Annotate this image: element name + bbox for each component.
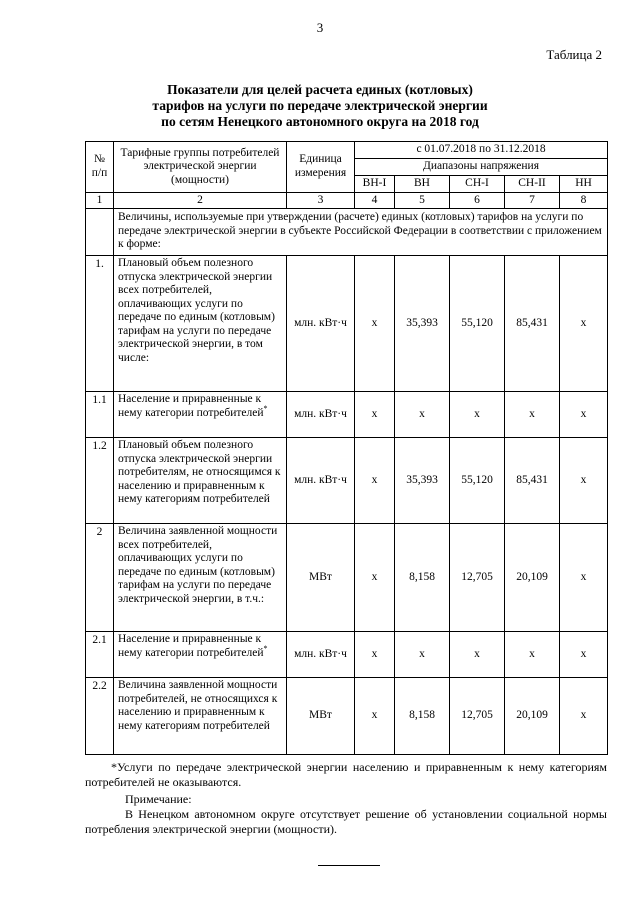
row-name: Величина заявленной мощности всех потребителей, оплачивающих услуги по передаче по единым (котловым) тарифам на услуги по передаче электрической энергии, в т.ч.: xyxy=(114,524,287,632)
table-row xyxy=(86,524,608,632)
page-number: 3 xyxy=(316,20,324,35)
column-number: 7 xyxy=(505,192,560,209)
row-unit: млн. кВт·ч xyxy=(287,438,355,524)
column-number: 1 xyxy=(86,192,114,209)
row-value: х xyxy=(355,524,395,632)
row-name: Население и приравненные к нему категории потребителей xyxy=(118,633,264,659)
row-value: х xyxy=(560,392,608,438)
row-value: 85,431 xyxy=(505,256,560,392)
row-name-cell xyxy=(114,392,287,438)
header-ranges: Диапазоны напряжения xyxy=(355,159,608,176)
column-number: 4 xyxy=(355,192,395,209)
table-row xyxy=(86,632,608,678)
table-row xyxy=(86,438,608,524)
header-group: Тарифные группы потребителей электрической энергии (мощности) xyxy=(114,142,287,193)
row-value: 55,120 xyxy=(450,256,505,392)
note-label: Примечание: xyxy=(125,792,192,806)
header-level: СН-I xyxy=(450,175,505,192)
column-number-row xyxy=(86,192,608,209)
row-value: х xyxy=(450,392,505,438)
table-row xyxy=(86,678,608,755)
footnote-marker: * xyxy=(263,403,268,413)
row-unit: млн. кВт·ч xyxy=(287,256,355,392)
column-number: 6 xyxy=(450,192,505,209)
row-value: 85,431 xyxy=(505,438,560,524)
table-label: Таблица 2 xyxy=(546,47,602,62)
header-period: с 01.07.2018 по 31.12.2018 xyxy=(355,142,608,159)
row-value: х xyxy=(560,524,608,632)
row-value: х xyxy=(395,632,450,678)
row-value: х xyxy=(355,678,395,755)
row-value: 8,158 xyxy=(395,678,450,755)
row-name: Плановый объем полезного отпуска электрической энергии потребителям, не относящимся к населению и приравненным к нему категориям потребителей xyxy=(114,438,287,524)
row-value: 8,158 xyxy=(395,524,450,632)
row-number: 2.1 xyxy=(86,632,114,678)
row-value: х xyxy=(450,632,505,678)
title-line-1: Показатели для целей расчета единых (котловых) xyxy=(167,82,473,97)
bottom-divider xyxy=(318,865,380,866)
row-name: Население и приравненные к нему категории потребителей xyxy=(118,393,264,419)
header-level: ВН-I xyxy=(355,175,395,192)
footnote: *Услуги по передаче электрической энергии населению и приравненным к нему категориям потребителей не оказываются. xyxy=(85,760,607,789)
row-name-cell xyxy=(114,632,287,678)
row-value: х xyxy=(355,256,395,392)
column-number: 3 xyxy=(287,192,355,209)
title-line-3: по сетям Ненецкого автономного округа на 2018 год xyxy=(161,114,479,129)
intro-row-text: Величины, используемые при утверждении (расчете) единых (котловых) тарифов на услуги по передаче электрической энергии в субъекте Российской Федерации в соответствии с приложением к форме: xyxy=(114,209,608,256)
column-number: 2 xyxy=(114,192,287,209)
footnote-marker: * xyxy=(263,643,268,653)
header-level: СН-II xyxy=(505,175,560,192)
header-level: ВН xyxy=(395,175,450,192)
row-value: х xyxy=(355,632,395,678)
row-value: 20,109 xyxy=(505,678,560,755)
row-name: Плановый объем полезного отпуска электрической энергии всех потребителей, оплачивающих услуги по передаче по единым (котловым) тарифам на услуги по передаче электрической энергии, в том числе: xyxy=(114,256,287,392)
row-value: 20,109 xyxy=(505,524,560,632)
row-value: х xyxy=(505,632,560,678)
row-name: Величина заявленной мощности потребителей, не относящихся к населению и приравненным к нему категориям потребителей xyxy=(114,678,287,755)
row-value: 12,705 xyxy=(450,678,505,755)
row-number: 2 xyxy=(86,524,114,632)
table-row xyxy=(86,256,608,392)
row-value: х xyxy=(395,392,450,438)
row-value: х xyxy=(505,392,560,438)
row-number: 1. xyxy=(86,256,114,392)
row-number: 1.1 xyxy=(86,392,114,438)
row-unit: МВт xyxy=(287,524,355,632)
row-value: х xyxy=(560,438,608,524)
row-number: 1.2 xyxy=(86,438,114,524)
header-unit: Единица измерения xyxy=(287,142,355,193)
row-value: 35,393 xyxy=(395,438,450,524)
row-value: х xyxy=(355,438,395,524)
row-value: х xyxy=(560,256,608,392)
column-number: 5 xyxy=(395,192,450,209)
title-line-2: тарифов на услуги по передаче электрической энергии xyxy=(152,98,488,113)
row-number: 2.2 xyxy=(86,678,114,755)
row-value: х xyxy=(560,632,608,678)
document-title xyxy=(60,82,580,130)
row-unit: млн. кВт·ч xyxy=(287,392,355,438)
intro-num-cell xyxy=(86,209,114,256)
column-number: 8 xyxy=(560,192,608,209)
row-value: 35,393 xyxy=(395,256,450,392)
row-unit: млн. кВт·ч xyxy=(287,632,355,678)
header-num: № п/п xyxy=(86,142,114,193)
row-value: 55,120 xyxy=(450,438,505,524)
header-level: НН xyxy=(560,175,608,192)
tariff-table xyxy=(85,141,608,755)
row-value: х xyxy=(560,678,608,755)
row-unit: МВт xyxy=(287,678,355,755)
table-row xyxy=(86,392,608,438)
row-value: 12,705 xyxy=(450,524,505,632)
note-text: В Ненецком автономном округе отсутствует решение об установлении социальной нормы потребления электрической энергии (мощности). xyxy=(85,807,607,836)
row-value: х xyxy=(355,392,395,438)
